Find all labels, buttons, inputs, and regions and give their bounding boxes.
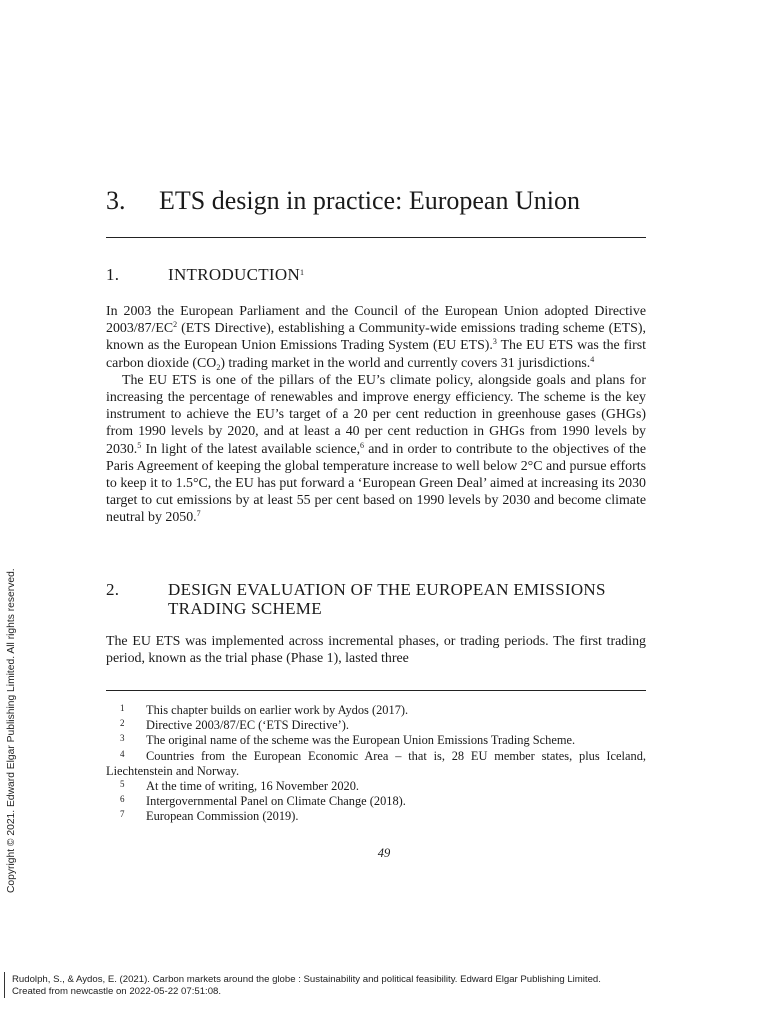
footnote: 6 Intergovernmental Panel on Climate Change (2018). <box>120 794 406 809</box>
text-run: The EU ETS is one of the pillars of the EU’s climate policy, alongside goals and plans for increasing the percentage of renewables and improve energy efficiency. The scheme is the key instrument to achieve the EU’s target of a 20 per cent reduction in greenhouse gases (GHGs) from 1990 levels by 2020, and at least a 40 per cent reduction in GHGs from 1990 levels by 2030. <box>106 372 646 457</box>
footnote-text: Intergovernmental Panel on Climate Change (2018). <box>146 794 406 809</box>
footnote: 5 At the time of writing, 16 November 2020. <box>120 779 360 794</box>
citation-created-line: Created from newcastle on 2022-05-22 07:51:08. <box>12 985 222 997</box>
footnote-ref: 3 <box>492 337 497 347</box>
paragraph <box>106 303 646 372</box>
footnote-text: European Commission (2019). <box>146 809 299 824</box>
text-run: In light of the latest available science, <box>141 441 361 457</box>
citation-line: Rudolph, S., & Aydos, E. (2021). Carbon markets around the globe : Sustainability and political feasibility. Edward Elgar Publishing Limited. <box>12 974 601 985</box>
chapter-number: 3. <box>106 186 126 216</box>
section-title-text: INTRODUCTION <box>168 265 301 284</box>
footnote-ref: 6 <box>360 440 365 450</box>
footnote: 3 The original name of the scheme was the European Union Emissions Trading Scheme. <box>120 733 576 748</box>
section-title: DESIGN EVALUATION OF THE EUROPEAN EMISSIONS TRADING SCHEME <box>168 580 606 618</box>
chapter-title-text: ETS design in practice: European Union <box>159 186 580 216</box>
text-run: The EU ETS was the first carbon dioxide (CO <box>106 338 646 371</box>
footnote-ref: 5 <box>137 440 142 450</box>
footnote-text: Directive 2003/87/EC (‘ETS Directive’). <box>146 718 350 733</box>
footnote: 4 Countries from the European Economic Area – that is, 28 EU member states, plus Iceland, Liechtenstein and Norway. <box>106 748 646 778</box>
footnote: 2 Directive 2003/87/EC (‘ETS Directive’). <box>120 718 350 733</box>
footnote-text: Countries from the European Economic Area – that is, 28 EU member states, plus Iceland, Liechtenstein and Norway. <box>106 748 646 778</box>
subscript: 2 <box>216 362 221 372</box>
footnote: 1 This chapter builds on earlier work by Aydos (2017). <box>120 703 409 717</box>
chapter-title-rule <box>106 237 646 238</box>
section-number: 2. <box>106 580 120 599</box>
text-run: (ETS Directive), establishing a Community-wide emissions trading scheme (ETS), known as the European Union Emissions Trading System (EU ETS). <box>106 321 646 354</box>
section-title <box>168 265 638 284</box>
footnote-text: At the time of writing, 16 November 2020. <box>146 779 360 794</box>
text-run: and in order to contribute to the objectives of the Paris Agreement of keeping the global temperature increase to well below 2°C and pursue efforts to keep it to 1.5°C, the EU has put forward a ‘European Green Deal’ aimed at increasing its 2030 target to cut emissions by at least 55 per cent based on 1990 levels by 2030 and become climate neutral by 2050. <box>106 441 646 526</box>
introduction-body <box>106 303 646 527</box>
footnote-text: The original name of the scheme was the European Union Emissions Trading Scheme. <box>146 733 576 748</box>
footnote-text: This chapter builds on earlier work by Aydos (2017). <box>146 703 409 717</box>
section-number: 1. <box>106 265 120 284</box>
footnote-ref: 7 <box>196 509 201 519</box>
copyright-notice: Copyright © 2021. Edward Elgar Publishing Limited. All rights reserved. <box>6 568 17 893</box>
page-number: 49 <box>377 846 391 860</box>
footnotes <box>106 703 646 825</box>
design-evaluation-body <box>106 633 646 667</box>
paragraph: The EU ETS was implemented across incremental phases, or trading periods. The first trading period, known as the trial phase (Phase 1), lasted three <box>106 634 646 667</box>
text-run: ) trading market in the world and currently covers 31 jurisdictions. <box>220 355 591 371</box>
footnote-ref: 4 <box>590 354 595 364</box>
paragraph <box>106 372 646 527</box>
footnote-ref: 1 <box>300 268 305 277</box>
footnote: 7 European Commission (2019). <box>120 809 299 824</box>
footnote-ref: 2 <box>173 320 178 330</box>
text-run: In 2003 the European Parliament and the Council of the European Union adopted Directive 2003/87/EC <box>106 304 646 337</box>
citation-footer <box>12 974 752 997</box>
footnote-separator <box>106 690 646 691</box>
citation-divider <box>4 972 5 998</box>
